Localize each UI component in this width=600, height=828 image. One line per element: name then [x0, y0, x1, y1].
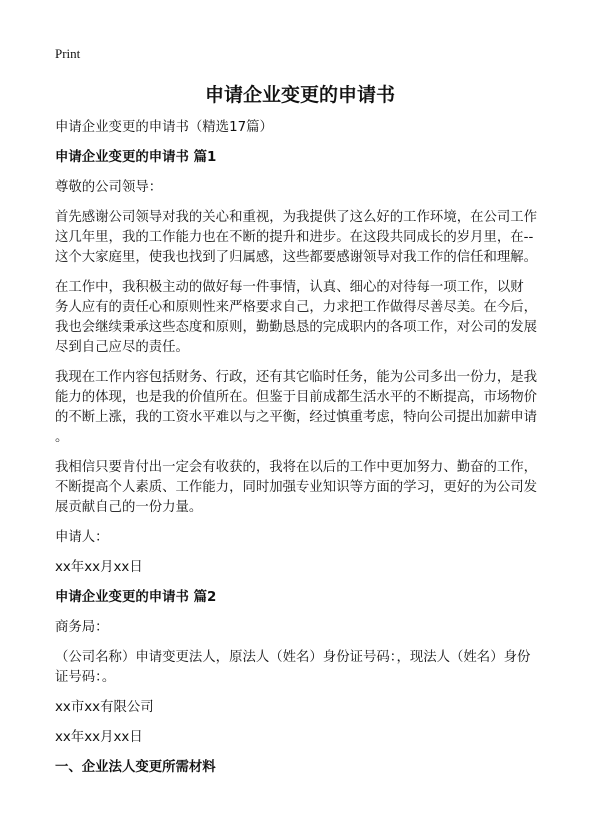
paragraph: [55, 728, 565, 748]
text-line: 能力的体现，也是我的价值所在。但鉴于目前成都生活水平的不断提高，市场物价: [55, 390, 538, 405]
text-line: xx年xx月xx日: [55, 730, 143, 745]
document-body: [55, 118, 565, 788]
paragraph: [55, 618, 565, 638]
text-line: 我相信只要肯付出一定会有收获的，我将在以后的工作中更加努力、勤奋的工作，: [55, 460, 538, 475]
text-line: 申请人：: [55, 530, 109, 545]
text-line: 这几年里，我的工作能力也在不断的提升和进步。在这段共同成长的岁月里，在--: [55, 230, 534, 245]
text-line: 。: [55, 430, 69, 445]
paragraph: [55, 648, 565, 688]
text-line: 展贡献自己的一份力量。: [55, 500, 203, 515]
paragraph: [55, 178, 565, 198]
section-heading: 一、企业法人变更所需材料: [55, 760, 216, 775]
text-line: xx市xx有限公司: [55, 700, 154, 715]
text-line: 商务局：: [55, 620, 109, 635]
text-line: 这个大家庭里，使我也找到了归属感，这些都要感谢领导对我工作的信任和理解。: [55, 250, 538, 265]
paragraph: [55, 698, 565, 718]
section-heading: 申请企业变更的申请书 篇1: [55, 150, 217, 165]
paragraph: [55, 558, 565, 578]
text-line: 证号码：。: [55, 670, 116, 685]
text-line: 尽到自己应尽的责任。: [55, 340, 189, 355]
section-heading: 申请企业变更的申请书 篇2: [55, 590, 217, 605]
text-line: 的不断上涨，我的工资水平难以与之平衡，经过慎重考虑，特向公司提出加薪申请: [55, 410, 538, 425]
paragraph: [55, 278, 565, 358]
text-line: （公司名称）申请变更法人，原法人（姓名）身份证号码：，现法人（姓名）身份: [55, 650, 531, 665]
text-line: 在工作中，我积极主动的做好每一件事情，认真、细心的对待每一项工作，以财: [55, 280, 524, 295]
text-line: 不断提高个人素质、工作能力，同时加强专业知识等方面的学习，更好的为公司发: [55, 480, 538, 495]
print-link[interactable]: Print: [55, 46, 81, 61]
text-line: 我现在工作内容包括财务、行政，还有其它临时任务，能为公司多出一份力，是我: [55, 370, 538, 385]
paragraph: [55, 528, 565, 548]
paragraph: [55, 368, 565, 448]
document-title: 申请企业变更的申请书: [204, 84, 395, 106]
text-line: 首先感谢公司领导对我的关心和重视，为我提供了这么好的工作环境，在公司工作: [55, 210, 538, 225]
text-line: 尊敬的公司领导：: [55, 180, 163, 195]
text-line: xx年xx月xx日: [55, 560, 143, 575]
paragraph: [55, 458, 565, 518]
subtitle: 申请企业变更的申请书（精选17篇）: [55, 120, 273, 135]
text-line: 我也会继续秉承这些态度和原则，勤勤恳恳的完成职内的各项工作，对公司的发展: [55, 320, 538, 335]
text-line: 务人应有的责任心和原则性来严格要求自己，力求把工作做得尽善尽美。在今后，: [55, 300, 538, 315]
paragraph: [55, 208, 565, 268]
